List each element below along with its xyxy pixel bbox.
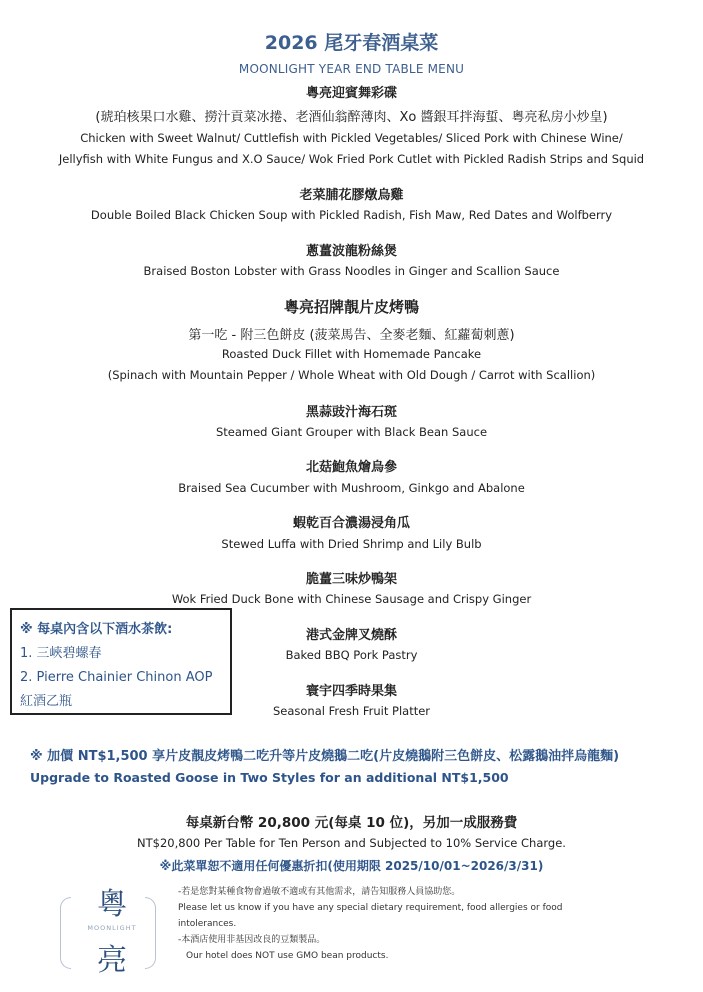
- menu-subtitle: MOONLIGHT YEAR END TABLE MENU: [238, 62, 465, 76]
- logo-char-top: 粵: [97, 887, 127, 922]
- dish-6-en: Braised Sea Cucumber with Mushroom, Ginkgo and Abalone: [178, 481, 525, 495]
- drinks-item-wine-note: 紅酒乙瓶: [20, 694, 73, 709]
- dish-9-zh: 港式金牌叉燒酥: [305, 628, 397, 643]
- discount-note: ※此菜單恕不適用任何優惠折扣(使用期限 2025/10/01~2026/3/31): [159, 859, 544, 873]
- dish-3-zh: 蔥薑波龍粉絲煲: [305, 244, 397, 259]
- drinks-item-wine: 2. Pierre Chainier Chinon AOP: [20, 670, 213, 685]
- dish-5-en: Steamed Giant Grouper with Black Bean Sauce: [215, 425, 488, 439]
- notes-line-1: -若是您對某種食物會過敏不適或有其他需求，請告知服務人員協助您。: [178, 887, 461, 897]
- dish-10-en: Seasonal Fresh Fruit Platter: [272, 704, 431, 718]
- dish-4-zh-sub: 第一吃 - 附三色餅皮 (菠菜馬告、全麥老麵、紅蘿蔔刺蔥): [188, 328, 515, 343]
- dish-1-en-line2: Jellyfish with White Fungus and X.O Sauce/ Wok Fried Pork Cutlet with Pickled Radish Strips and Squid: [58, 152, 645, 166]
- dish-9-en: Baked BBQ Pork Pastry: [285, 648, 418, 662]
- menu-title: 2026 尾牙春酒桌菜: [264, 32, 439, 54]
- dietary-notes: [178, 884, 562, 964]
- dish-1-zh-sub: (琥珀核果口水雞、撈汁貢菜冰捲、老酒仙翁醉薄肉、Xo 醬銀耳拌海蜇、粵亮私房小炒皇): [95, 110, 608, 125]
- logo-left-arc: [60, 897, 71, 969]
- logo-right-arc: [145, 897, 156, 969]
- dish-2-zh: 老菜脯花膠燉烏雞: [299, 188, 404, 203]
- notes-line-4: -本酒店使用非基因改良的豆類製品。: [178, 935, 326, 945]
- price-zh: 每桌新台幣 20,800 元(每桌 10 位)，另加一成服務費: [185, 815, 518, 831]
- dish-10-zh: 寰宇四季時果集: [305, 684, 397, 699]
- dish-8-en: Wok Fried Duck Bone with Chinese Sausage and Crispy Ginger: [171, 592, 532, 606]
- dish-4-en-line1: Roasted Duck Fillet with Homemade Pancake: [221, 347, 482, 361]
- dish-8-zh: 脆薑三味炒鴨架: [305, 572, 397, 587]
- dish-5-zh: 黑蒜豉汁海石斑: [305, 405, 397, 420]
- notes-line-3: intolerances.: [178, 919, 237, 929]
- dish-6-zh: 北菇鮑魚燴烏參: [305, 460, 397, 475]
- included-drinks-box: [10, 608, 232, 715]
- notes-line-2: Please let us know if you have any special dietary requirement, food allergies or food: [178, 903, 563, 913]
- logo-char-bottom: 亮: [97, 943, 127, 978]
- moonlight-logo: [60, 877, 156, 977]
- dish-7-zh: 蝦乾百合濃湯浸角瓜: [292, 516, 410, 531]
- dish-1-en-line1: Chicken with Sweet Walnut/ Cuttlefish with Pickled Vegetables/ Sliced Pork with Chinese Wine/: [80, 131, 623, 145]
- upgrade-zh: ※ 加價 NT$1,500 享片皮靚皮烤鴨二吃升等片皮燒鵝二吃(片皮燒鵝附三色餅皮、松露鵝油拌烏龍麵): [30, 749, 620, 764]
- dish-4-zh: 粵亮招牌靚片皮烤鴨: [283, 298, 419, 316]
- notes-line-5: Our hotel does NOT use GMO bean products.: [186, 951, 389, 961]
- dish-4-en-line2: (Spinach with Mountain Pepper / Whole Wheat with Old Dough / Carrot with Scallion): [107, 368, 596, 382]
- price-en: NT$20,800 Per Table for Ten Person and Subjected to 10% Service Charge.: [137, 836, 566, 850]
- logo-wordmark: MOONLIGHT: [87, 924, 137, 932]
- dish-7-en: Stewed Luffa with Dried Shrimp and Lily Bulb: [221, 537, 482, 551]
- dish-3-en: Braised Boston Lobster with Grass Noodles in Ginger and Scallion Sauce: [143, 264, 560, 278]
- upgrade-en: Upgrade to Roasted Goose in Two Styles for an additional NT$1,500: [30, 770, 509, 785]
- drinks-item-tea: 1. 三峽碧螺春: [20, 646, 102, 661]
- dish-2-en: Double Boiled Black Chicken Soup with Pickled Radish, Fish Maw, Red Dates and Wolfberry: [90, 208, 613, 222]
- dish-1-zh: 粵亮迎賓舞彩碟: [305, 86, 397, 101]
- drinks-heading: ※ 每桌內含以下酒水茶飲:: [20, 622, 173, 637]
